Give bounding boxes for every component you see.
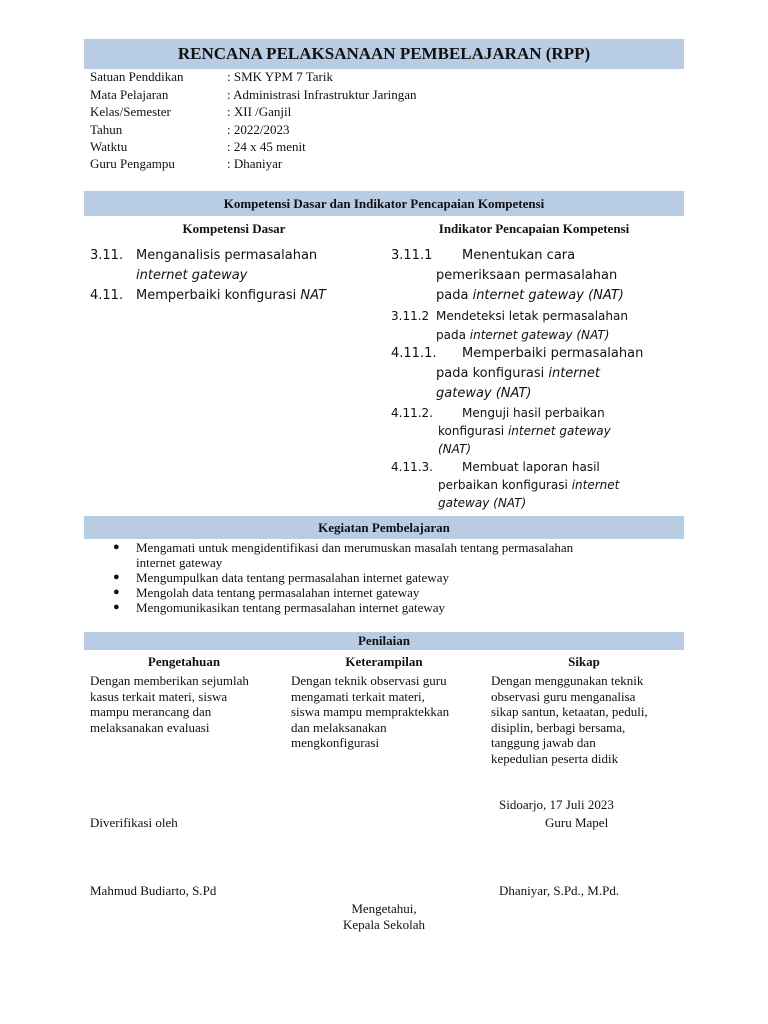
info-label: Watktu bbox=[90, 139, 128, 154]
kd-number: 3.11. bbox=[90, 248, 124, 263]
principal-role: Kepala Sekolah bbox=[343, 917, 425, 932]
verified-by-label: Diverifikasi oleh bbox=[90, 815, 178, 830]
ipk-text: konfigurasi internet gateway bbox=[438, 424, 611, 438]
ipk-text: Membuat laporan hasil bbox=[462, 460, 600, 474]
kd-text: Memperbaiki konfigurasi NAT bbox=[136, 288, 326, 303]
penilaian-heading-band bbox=[84, 632, 684, 650]
acknowledged-label: Mengetahui, bbox=[351, 901, 417, 916]
info-value: : XII /Ganjil bbox=[227, 104, 292, 119]
kompetensi-heading: Kompetensi Dasar dan Indikator Pencapaian Kompetensi bbox=[223, 196, 545, 211]
document-title: RENCANA PELAKSANAAN PEMBELAJARAN (RPP) bbox=[177, 44, 591, 63]
kd-column-heading: Kompetensi Dasar bbox=[182, 221, 286, 236]
kegiatan-item: Mengomunikasikan tentang permasalahan internet gateway bbox=[136, 600, 446, 615]
info-label: Tahun bbox=[90, 122, 123, 137]
place-date: Sidoarjo, 17 Juli 2023 bbox=[499, 797, 614, 812]
ipk-number: 4.11.3. bbox=[391, 460, 433, 474]
info-label: Guru Pengampu bbox=[90, 156, 175, 171]
ipk-text: Memperbaiki permasalahan bbox=[462, 346, 644, 361]
ipk-text: pada konfigurasi internet bbox=[436, 366, 600, 381]
bullet-icon: ● bbox=[113, 586, 120, 598]
penilaian-heading: Penilaian bbox=[357, 633, 410, 648]
ipk-text: pada internet gateway (NAT) bbox=[436, 328, 610, 342]
keterampilan-text: Dengan teknik observasi guru mengamati terkait materi, siswa mampu mempraktekkan dan melaksanakan mengkonfigurasi bbox=[291, 673, 450, 750]
kegiatan-heading-band bbox=[84, 516, 684, 539]
kd-text: Menganalisis permasalahan bbox=[136, 248, 318, 263]
bullet-icon: ● bbox=[113, 571, 120, 583]
kegiatan-item-cont: internet gateway bbox=[136, 555, 223, 570]
kegiatan-item: Mengumpulkan data tentang permasalahan internet gateway bbox=[136, 570, 449, 585]
ipk-text: pemeriksaan permasalahan bbox=[436, 268, 618, 283]
kegiatan-heading: Kegiatan Pembelajaran bbox=[318, 520, 450, 535]
kegiatan-item: Mengamati untuk mengidentifikasi dan merumuskan masalah tentang permasalahan bbox=[136, 540, 574, 555]
kompetensi-heading-band bbox=[84, 191, 684, 216]
ipk-text: Menguji hasil perbaikan bbox=[462, 406, 605, 420]
bullet-icon: ● bbox=[113, 541, 120, 553]
teacher-name: Dhaniyar, S.Pd., M.Pd. bbox=[499, 883, 620, 898]
bullet-icon: ● bbox=[113, 601, 120, 613]
kd-number: 4.11. bbox=[90, 288, 124, 303]
pengetahuan-heading: Pengetahuan bbox=[147, 654, 221, 669]
ipk-number: 3.11.1 bbox=[391, 248, 433, 263]
info-label: Kelas/Semester bbox=[90, 104, 171, 119]
keterampilan-heading: Keterampilan bbox=[345, 654, 423, 669]
ipk-number: 4.11.2. bbox=[391, 406, 433, 420]
info-label: Mata Pelajaran bbox=[90, 87, 169, 102]
document-title-band bbox=[84, 39, 684, 69]
pengetahuan-text: Dengan memberikan sejumlah kasus terkait materi, siswa mampu merancang dan melaksanakan evaluasi bbox=[90, 673, 249, 735]
verifier-name: Mahmud Budiarto, S.Pd bbox=[90, 883, 217, 898]
info-value: : SMK YPM 7 Tarik bbox=[227, 69, 333, 84]
ipk-text: Mendeteksi letak permasalahan bbox=[436, 309, 628, 323]
ipk-text: Menentukan cara bbox=[462, 248, 576, 263]
info-value: : 2022/2023 bbox=[227, 122, 290, 137]
ipk-text-italic: gateway (NAT) bbox=[436, 386, 532, 401]
info-label: Satuan Penddikan bbox=[90, 69, 184, 84]
info-value: : Administrasi Infrastruktur Jaringan bbox=[227, 87, 417, 102]
ipk-text: perbaikan konfigurasi internet bbox=[438, 478, 620, 492]
ipk-number: 3.11.2 bbox=[391, 309, 430, 323]
kegiatan-item: Mengolah data tentang permasalahan internet gateway bbox=[136, 585, 420, 600]
ipk-text-italic: (NAT) bbox=[438, 442, 472, 456]
ipk-number: 4.11.1. bbox=[391, 346, 437, 361]
ipk-column-heading: Indikator Pencapaian Kompetensi bbox=[438, 221, 630, 236]
info-value: : Dhaniyar bbox=[227, 156, 283, 171]
sikap-heading: Sikap bbox=[568, 654, 600, 669]
info-value: : 24 x 45 menit bbox=[227, 139, 306, 154]
ipk-text-italic: gateway (NAT) bbox=[438, 496, 527, 510]
ipk-text: pada internet gateway (NAT) bbox=[436, 288, 624, 303]
kd-text-italic: internet gateway bbox=[136, 268, 248, 283]
teacher-role: Guru Mapel bbox=[545, 815, 609, 830]
sikap-text: Dengan menggunakan teknik observasi guru menganalisa sikap santun, ketaatan, peduli, disiplin, berbagi bersama, tanggung jawab dan kepedulian peserta didik bbox=[491, 673, 648, 766]
